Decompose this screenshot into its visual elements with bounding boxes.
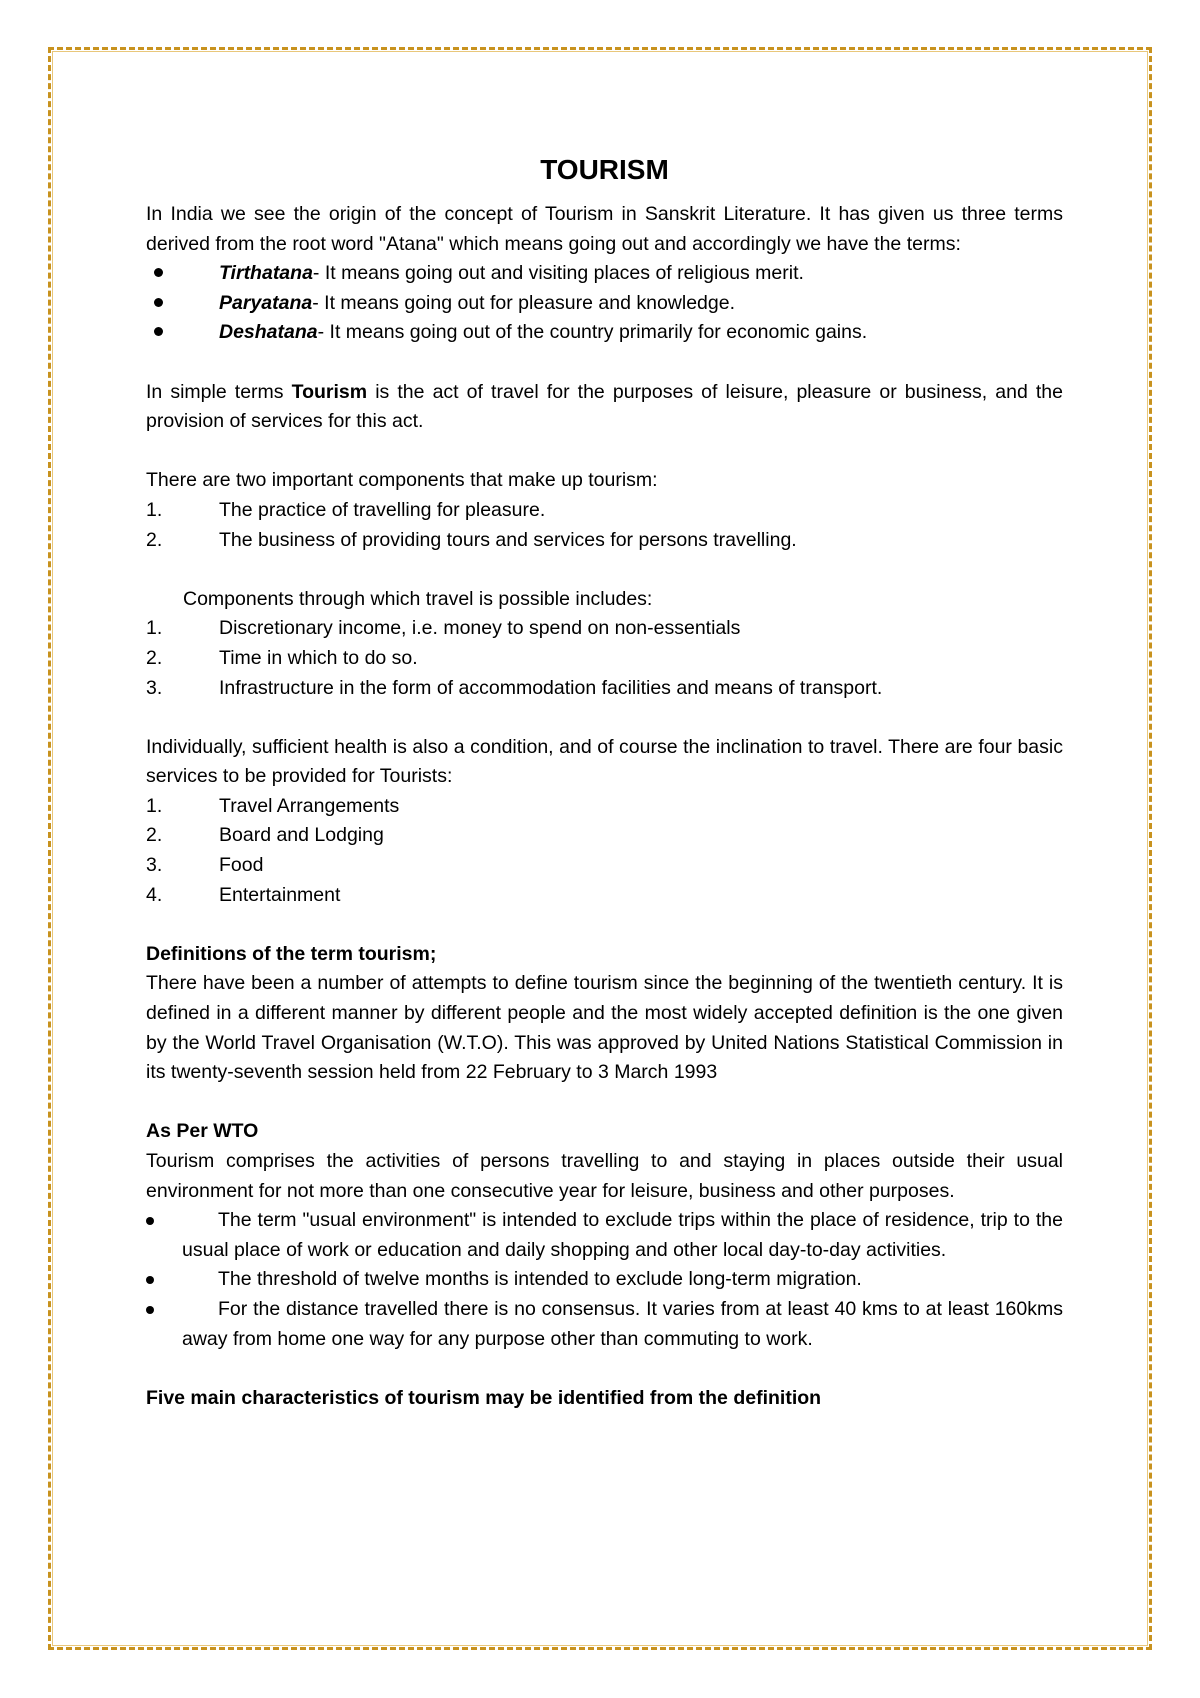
- list-item: [146, 674, 1063, 704]
- list-number: 4.: [146, 883, 163, 906]
- list-number: 1.: [146, 794, 163, 817]
- list-number: 2.: [146, 646, 163, 669]
- list-item: [146, 496, 1063, 526]
- bullet-icon: [146, 1276, 154, 1284]
- term-desc: - It means going out of the country primarily for economic gains.: [317, 321, 868, 344]
- term-desc: - It means going out for pleasure and knowledge.: [312, 291, 735, 314]
- list-item: [146, 1295, 1063, 1354]
- list-text: Food: [219, 854, 264, 877]
- simple-bold: Tourism: [291, 380, 368, 403]
- list-item: [146, 318, 1063, 348]
- list-number: 1.: [146, 617, 163, 640]
- list-text: Board and Lodging: [219, 824, 384, 847]
- list-item: [146, 526, 1063, 556]
- list-item: [146, 821, 1063, 851]
- intro-paragraph: In India we see the origin of the concept of Tourism in Sanskrit Literature. It has given us three terms derived from the root word "Atana" which means going out and accordingly we have the terms:: [146, 203, 1063, 255]
- list-item: [146, 851, 1063, 881]
- definitions-heading-text: Definitions of the term tourism;: [146, 942, 437, 965]
- components-intro: There are two important components that make up tourism:: [146, 469, 658, 492]
- term-name: Deshatana: [219, 321, 318, 344]
- list-text: Infrastructure in the form of accommodation facilities and means of transport.: [219, 676, 883, 699]
- bullet-icon: [154, 298, 163, 307]
- list-text: The practice of travelling for pleasure.: [219, 498, 546, 521]
- term-name: Paryatana: [219, 291, 313, 314]
- bullet-icon: [146, 1217, 154, 1225]
- list-number: 1.: [146, 498, 163, 521]
- simple-after: is the act of travel for the purposes of leisure, pleasure or business, and the provision of services for this act.: [146, 380, 1063, 433]
- travel-intro: Components through which travel is possible includes:: [183, 587, 653, 610]
- term-desc: - It means going out and visiting places of religious merit.: [312, 262, 804, 285]
- services-intro: Individually, sufficient health is also a condition, and of course the inclination to travel. There are four basic services to be provided for Tourists:: [146, 735, 1063, 788]
- components-list: [146, 496, 1063, 555]
- list-item: [146, 289, 1063, 319]
- simple-before: In simple terms: [146, 380, 292, 403]
- list-text: The term "usual environment" is intended to exclude trips within the place of residence, trip to the usual place of work or education and daily shopping and other local day-to-day activities.: [182, 1209, 1063, 1261]
- list-text: Time in which to do so.: [219, 646, 418, 669]
- term-name: Tirthatana: [219, 262, 313, 285]
- list-text: The threshold of twelve months is intended to exclude long-term migration.: [218, 1268, 862, 1291]
- list-text: Entertainment: [219, 883, 341, 906]
- document-body: [146, 150, 1063, 1413]
- list-number: 2.: [146, 824, 163, 847]
- list-item: [146, 644, 1063, 674]
- list-item: [146, 614, 1063, 644]
- definitions-heading: [146, 940, 1063, 970]
- list-number: 2.: [146, 528, 163, 551]
- list-text: Travel Arrangements: [219, 794, 400, 817]
- terms-list: [146, 259, 1063, 348]
- list-item: [146, 1206, 1063, 1265]
- simple-definition: [146, 378, 1063, 437]
- list-item: [146, 881, 1063, 911]
- list-text: For the distance travelled there is no consensus. It varies from at least 40 kms to at least 160kms away from home one way for any purpose other than commuting to work.: [182, 1297, 1063, 1350]
- wto-heading-text: As Per WTO: [146, 1120, 259, 1143]
- list-item: [146, 792, 1063, 822]
- bullet-icon: [154, 268, 163, 277]
- list-item: [146, 259, 1063, 289]
- travel-components-list: [146, 614, 1063, 703]
- list-text: Discretionary income, i.e. money to spend on non-essentials: [219, 617, 741, 640]
- list-text: The business of providing tours and services for persons travelling.: [219, 528, 797, 551]
- list-number: 3.: [146, 854, 163, 877]
- wto-paragraph: Tourism comprises the activities of persons travelling to and staying in places outside their usual environment for not more than one consecutive year for leisure, business and other purposes.: [146, 1150, 1063, 1202]
- page-title: TOURISM: [540, 154, 669, 185]
- characteristics-heading-text: Five main characteristics of tourism may be identified from the definition: [146, 1386, 822, 1409]
- services-list: [146, 792, 1063, 910]
- characteristics-heading: [146, 1384, 1063, 1414]
- wto-points-list: [146, 1206, 1063, 1354]
- wto-heading: [146, 1117, 1063, 1147]
- list-number: 3.: [146, 676, 163, 699]
- bullet-icon: [146, 1306, 154, 1314]
- list-item: [146, 1265, 1063, 1295]
- bullet-icon: [154, 327, 163, 336]
- definitions-paragraph: There have been a number of attempts to define tourism since the beginning of the twentieth century. It is defined in a different manner by different people and the most widely accepted definition is the one given by the World Travel Organisation (W.T.O). This was approved by United Nations Statistical Commission in its twenty-seventh session held from 22 February to 3 March 1993: [146, 972, 1063, 1084]
